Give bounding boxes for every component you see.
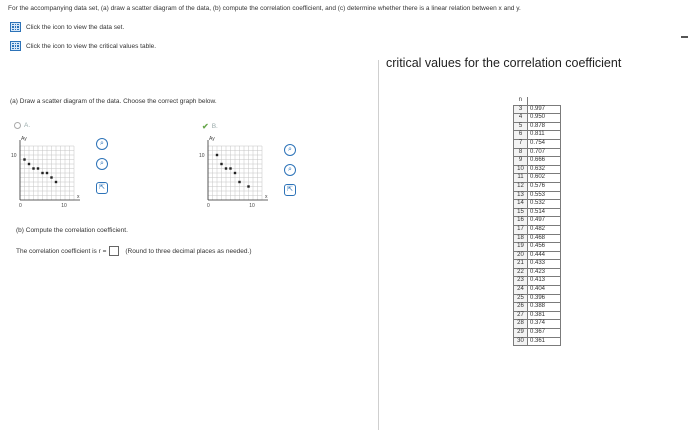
table-row: [514, 208, 561, 217]
critical-value-cell: 0.367: [528, 329, 561, 338]
n-cell: 16: [514, 217, 528, 226]
data-point: [216, 154, 218, 156]
x-tick-label: 10: [61, 203, 67, 209]
table-row: [514, 286, 561, 295]
n-cell: 30: [514, 337, 528, 346]
x-axis-label: x: [265, 194, 268, 200]
y-tick-label: 10: [199, 153, 205, 159]
critical-value-cell: 0.950: [528, 114, 561, 123]
table-row: [514, 200, 561, 209]
option-a-label[interactable]: A.: [14, 122, 30, 129]
critical-value-cell: 0.381: [528, 311, 561, 320]
zoom-out-icon[interactable]: ⌕: [284, 164, 296, 176]
x-tick-label: 0: [207, 203, 210, 209]
n-cell: 14: [514, 200, 528, 209]
critical-value-cell: 0.602: [528, 174, 561, 183]
n-cell: 3: [514, 105, 528, 114]
n-cell: 29: [514, 329, 528, 338]
pane-divider: [378, 60, 379, 430]
part-a-instruction: (a) Draw a scatter diagram of the data. Choose the correct graph below.: [10, 98, 217, 105]
table-row: [514, 260, 561, 269]
x-axis-label: x: [77, 194, 80, 200]
critical-values-table: [513, 97, 561, 346]
critical-value-cell: 0.811: [528, 131, 561, 140]
data-point: [55, 181, 57, 183]
y-axis-label: Ay: [21, 136, 27, 142]
critical-value-cell: 0.553: [528, 191, 561, 200]
critical-value-cell: 0.754: [528, 139, 561, 148]
n-cell: 26: [514, 303, 528, 312]
critical-values-title: critical values for the correlation coefficient: [386, 56, 622, 70]
critical-value-cell: 0.413: [528, 277, 561, 286]
open-external-icon[interactable]: ⇱: [96, 182, 108, 194]
data-point: [234, 172, 236, 174]
n-cell: 22: [514, 268, 528, 277]
x-tick-label: 0: [19, 203, 22, 209]
data-point: [238, 181, 240, 183]
n-cell: 5: [514, 122, 528, 131]
header-r: [528, 97, 561, 105]
table-row: [514, 139, 561, 148]
y-axis-label: Ay: [209, 136, 215, 142]
table-row: [514, 234, 561, 243]
table-row: [514, 217, 561, 226]
n-cell: 20: [514, 251, 528, 260]
n-cell: 19: [514, 243, 528, 252]
table-row: [514, 122, 561, 131]
y-tick-label: 10: [11, 153, 17, 159]
critical-value-cell: 0.388: [528, 303, 561, 312]
table-icon[interactable]: [10, 22, 21, 32]
table-row: [514, 277, 561, 286]
open-external-icon[interactable]: ⇱: [284, 184, 296, 196]
view-critical-values-label[interactable]: Click the icon to view the critical values table.: [26, 42, 157, 50]
critical-value-cell: 0.396: [528, 294, 561, 303]
header-n: n: [514, 97, 528, 105]
table-row: [514, 191, 561, 200]
x-tick-label: 10: [249, 203, 255, 209]
critical-value-cell: 0.878: [528, 122, 561, 131]
table-row: [514, 131, 561, 140]
table-row: [514, 165, 561, 174]
table-row: [514, 251, 561, 260]
data-point: [41, 172, 43, 174]
radio-button[interactable]: [14, 122, 21, 129]
table-row: [514, 174, 561, 183]
data-point: [229, 167, 231, 169]
view-data-set-label[interactable]: Click the icon to view the data set.: [26, 23, 125, 31]
table-row: [514, 243, 561, 252]
table-row: [514, 182, 561, 191]
n-cell: 24: [514, 286, 528, 295]
n-cell: 9: [514, 157, 528, 166]
n-cell: 23: [514, 277, 528, 286]
zoom-in-icon[interactable]: ⌕: [96, 138, 108, 150]
n-cell: 15: [514, 208, 528, 217]
table-row: [514, 329, 561, 338]
part-b-answer-row: [16, 246, 252, 256]
critical-value-cell: 0.374: [528, 320, 561, 329]
critical-value-cell: 0.497: [528, 217, 561, 226]
critical-value-cell: 0.423: [528, 268, 561, 277]
data-point: [37, 167, 39, 169]
critical-value-cell: 0.444: [528, 251, 561, 260]
n-cell: 10: [514, 165, 528, 174]
critical-value-cell: 0.456: [528, 243, 561, 252]
critical-value-cell: 0.468: [528, 234, 561, 243]
critical-value-cell: 0.632: [528, 165, 561, 174]
critical-value-cell: 0.576: [528, 182, 561, 191]
data-point: [28, 163, 30, 165]
checkmark-icon: ✔: [202, 122, 209, 131]
n-cell: 27: [514, 311, 528, 320]
n-cell: 17: [514, 225, 528, 234]
scatter-plot-a: [6, 132, 96, 220]
table-row: [514, 311, 561, 320]
critical-value-cell: 0.707: [528, 148, 561, 157]
table-row: [514, 157, 561, 166]
critical-value-cell: 0.361: [528, 337, 561, 346]
n-cell: 25: [514, 294, 528, 303]
data-point: [46, 172, 48, 174]
data-point: [32, 167, 34, 169]
table-row: [514, 294, 561, 303]
rounding-note: (Round to three decimal places as needed.): [125, 247, 252, 255]
critical-value-cell: 0.666: [528, 157, 561, 166]
table-row: [514, 268, 561, 277]
n-cell: 21: [514, 260, 528, 269]
zoom-out-icon[interactable]: ⌕: [96, 158, 108, 170]
data-point: [220, 163, 222, 165]
option-b-label[interactable]: ✔ B.: [202, 122, 218, 131]
critical-value-cell: 0.997: [528, 105, 561, 114]
critical-value-cell: 0.532: [528, 200, 561, 209]
table-row: [514, 105, 561, 114]
n-cell: 13: [514, 191, 528, 200]
critical-value-cell: 0.433: [528, 260, 561, 269]
data-point: [247, 185, 249, 187]
n-cell: 7: [514, 139, 528, 148]
critical-value-cell: 0.514: [528, 208, 561, 217]
minimize-icon[interactable]: [681, 36, 688, 38]
n-cell: 12: [514, 182, 528, 191]
table-row: [514, 337, 561, 346]
table-header-row: [514, 97, 561, 105]
correlation-answer-input[interactable]: [109, 246, 119, 256]
table-icon[interactable]: [10, 41, 21, 51]
n-cell: 11: [514, 174, 528, 183]
scatter-plot-b: [196, 132, 276, 220]
critical-value-cell: 0.404: [528, 286, 561, 295]
n-cell: 28: [514, 320, 528, 329]
n-cell: 4: [514, 114, 528, 123]
n-cell: 8: [514, 148, 528, 157]
table-row: [514, 148, 561, 157]
data-point: [23, 158, 25, 160]
view-data-set-link[interactable]: [10, 22, 124, 32]
table-row: [514, 320, 561, 329]
data-point: [50, 176, 52, 178]
question-pane: [0, 70, 378, 430]
problem-statement: For the accompanying data set, (a) draw a scatter diagram of the data, (b) compute the correlation coefficient, and (c) determine whether there is a linear relation between x and y.: [8, 5, 521, 12]
part-b-title: (b) Compute the correlation coefficient.: [16, 227, 128, 234]
table-row: [514, 114, 561, 123]
data-point: [225, 167, 227, 169]
n-cell: 18: [514, 234, 528, 243]
table-row: [514, 225, 561, 234]
zoom-in-icon[interactable]: ⌕: [284, 144, 296, 156]
correlation-prefix: The correlation coefficient is r =: [16, 247, 107, 255]
critical-value-cell: 0.482: [528, 225, 561, 234]
table-row: [514, 303, 561, 312]
n-cell: 6: [514, 131, 528, 140]
view-critical-values-link[interactable]: [10, 41, 156, 51]
